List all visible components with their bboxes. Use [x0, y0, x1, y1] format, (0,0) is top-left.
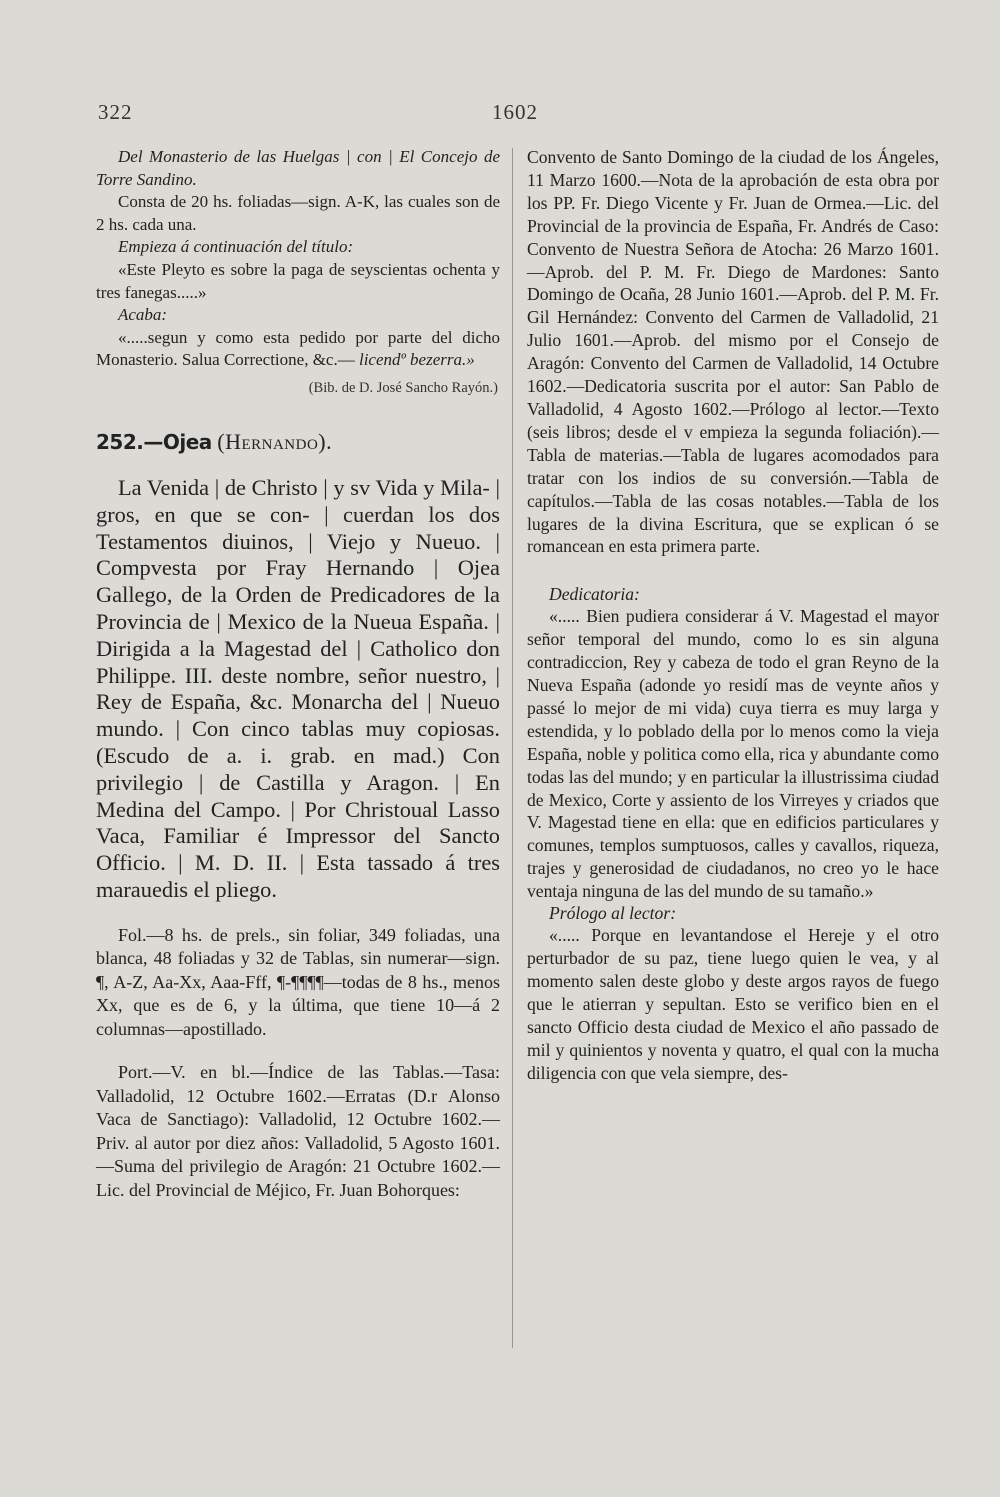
ends-label: Acaba:	[118, 305, 168, 325]
entry-heading	[96, 427, 500, 457]
entry-author: (Hernando).	[217, 428, 333, 454]
dedicatoria-text: «..... Bien pudiera considerar á V. Magestad el mayor señor temporal del mundo, como lo es sin alguna contradiccion, Rey y cabeza de todo el gran Reyno de la Nueva España (adonde yo residí mas de veynte años y passé lo mejor de mi vida) cuya tierra es muy larga y estendida, y lo poblado della por lo menos como la vieja España, noble y politica como ella, rica y abundante como todas las del mundo; y en particular la illustrissima ciudad de Mexico, Corte y assiento de los Virreyes y criados que V. Magestad tiene en ella: que en edificios particulares y comunes, templos sumptuosos, calles y cavallos, riqueza, trajes y generosidad de ciudadanos, no creo yo le hace ventaja ninguna de las del mundo de su tamaño.»	[527, 606, 939, 902]
page-number: 322	[98, 100, 133, 124]
begins-label: Empieza á continuación del título:	[118, 237, 354, 257]
dedicatoria-label: Dedicatoria:	[549, 584, 640, 605]
ends-text-body: «.....segun y como esta pedido por parte del dicho Monasterio. Salua Correctione, &c.—	[96, 327, 500, 370]
source-note: (Bib. de D. José Sancho Rayón.)	[308, 379, 498, 396]
column-divider	[512, 148, 513, 1348]
left-column	[96, 146, 500, 1202]
prev-entry-collation: Consta de 20 hs. foliadas—sign. A-K, las cuales son de 2 hs. cada una.	[96, 192, 500, 234]
folio-description: Fol.—8 hs. de prels., sin foliar, 349 foliadas, una blanca, 48 foliadas y 32 de Tablas, sin numerar—sign. ¶, A-Z, Aa-Xx, Aaa-Fff, ¶-¶¶¶¶—todas de 8 hs., menos Xx, que es de 6, y la última, que tiene 10—á 2 columnas—apostillado.	[96, 924, 500, 1039]
contents-start: Port.—V. en bl.—Índice de las Tablas.—Tasa: Valladolid, 12 Octubre 1602.—Erratas (D.r Alonso Vaca de Sanctiago): Valladolid, 12 Octubre 1602.—Priv. al autor por diez años: Valladolid, 5 Agosto 1601.—Suma del privilegio de Aragón: 21 Octubre 1602.—Lic. del Provincial de Méjico, Fr. Juan Bohorques:	[96, 1062, 500, 1200]
title-transcription: La Venida | de Christo | y sv Vida y Mila- | gros, en que se con- | cuerdan los dos Testamentos diuinos, | Viejo y Nueuo. | Compvesta por Fray Hernando | Ojea Gallego, de la Orden de Predicadores de la Provincia de | Mexico de la Nueua España. | Dirigida a la Magestad del | Catholico don Philippe. III. deste nombre, señor nuestro, | Rey de España, &c. Monarcha del | Nueuo mundo. | Con cinco tablas muy copiosas. (Escudo de a. i. grab. en mad.) Con privilegio | de Castilla y Aragon. | En Medina del Campo. | Por Christoual Lasso Vaca, Familiar é Impressor del Sancto Officio. | M. D. II. | Esta tassado á tres marauedis el pliego.	[96, 474, 500, 902]
begins-text: «Este Pleyto es sobre la paga de seyscientas ochenta y tres fanegas.....»	[96, 259, 500, 302]
entry-number: 252.—Ojea	[96, 429, 212, 454]
prologo-label: Prólogo al lector:	[549, 903, 677, 924]
right-column	[527, 146, 939, 1084]
prev-entry-title: Del Monasterio de las Huelgas | con | El Concejo de Torre Sandino.	[96, 147, 500, 189]
running-head-year: 1602	[492, 100, 538, 124]
prologo-text: «..... Porque en levantandose el Hereje y el otro perturbador de su paz, tiene luego quien le vea, y al momento salen deste globo y deste argos rayos de fuego que le atierran y sepultan. Esto se verifico bien en el sancto Officio desta ciudad de Mexico el año passado de mil y quinientos y noventa y quatro, el qual con la mucha diligencia con que vela siempre, des-	[527, 925, 939, 1083]
ends-signature: licendº bezerra.»	[358, 350, 475, 370]
contents-continued: Convento de Santo Domingo de la ciudad de los Ángeles, 11 Marzo 1600.—Nota de la aprobación de esta obra por los PP. Fr. Diego Vicente y Fr. Juan de Ormea.—Lic. del Provincial de la provincia de España, Fr. Andrés de Caso: Convento de Nuestra Señora de Atocha: 26 Marzo 1601.—Aprob. del P. M. Fr. Diego de Mardones: Santo Domingo de Ocaña, 28 Junio 1601.—Aprob. del P. M. Fr. Gil Hernández: Convento del Carmen de Valladolid, 21 Julio 1601.—Aprob. del mismo por el Consejo de Aragón: Convento del Carmen de Valladolid, 14 Octubre 1602.—Dedicatoria suscrita por el autor: San Pablo de Valladolid, 4 Agosto 1602.—Prólogo al lector.—Texto (seis libros; desde el v empieza la segunda foliación).—Tabla de materias.—Tabla de lugares acomodados para tratar con los indios de su conversión.—Tabla de capítulos.—Tabla de las cosas notables.—Tabla de los lugares de la divina Escritura, que se explican ó se romancean en esta primera parte.	[527, 147, 939, 557]
ends-text	[96, 327, 500, 372]
